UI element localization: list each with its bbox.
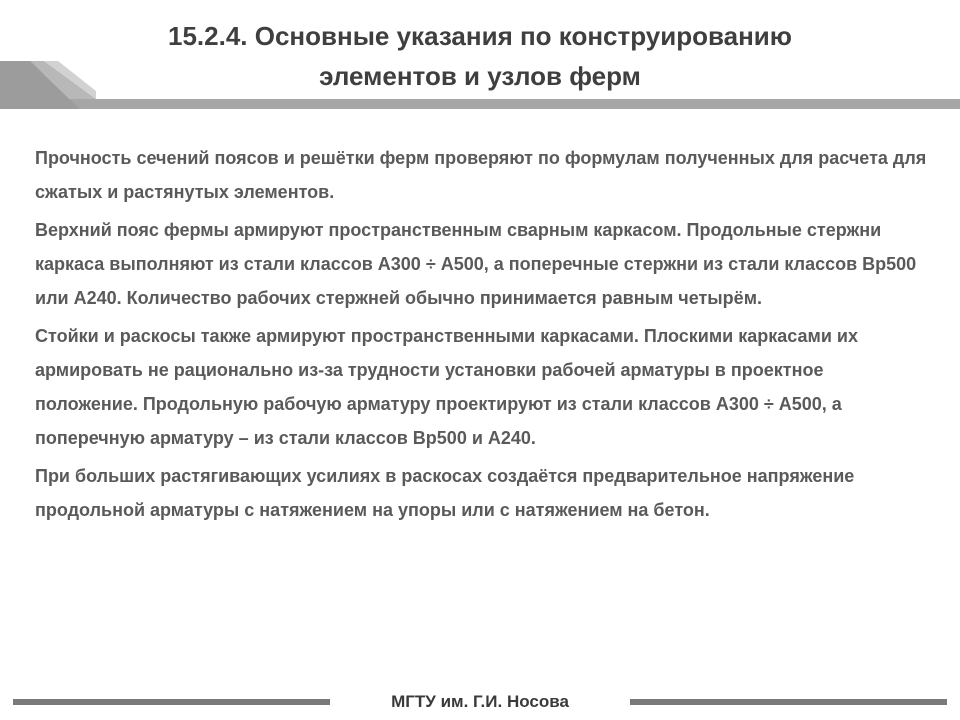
- footer-text: МГТУ им. Г.И. Носова: [391, 692, 569, 711]
- paragraph-1: Прочность сечений поясов и решётки ферм проверяют по формулам полученных для расчета для сжатых и растянутых элементов.: [35, 148, 927, 202]
- paragraph-2: Верхний пояс фермы армируют пространственным сварным каркасом. Продольные стержни каркаса выполняют из стали классов А300 ÷ А500, а поперечные стержни из стали классов Вр500 или А240. Количество рабочих стержней обычно принимается равным четырём.: [35, 220, 917, 308]
- title-line-2: элементов и узлов ферм: [319, 61, 641, 91]
- paragraph-4: При больших растягивающих усилиях в раскосах создаётся предварительное напряжение продольной арматуры с натяжением на упоры или с натяжением на бетон.: [35, 466, 855, 520]
- page-title: [0, 16, 960, 96]
- footer-bar-right: [630, 699, 947, 705]
- title-line-1: 15.2.4. Основные указания по конструированию: [168, 21, 792, 51]
- paragraph-3: Стойки и раскосы также армируют пространственными каркасами. Плоскими каркасами их армировать не рационально из-за трудности установки рабочей арматуры в проектное положение. Продольную рабочую арматуру проектируют из стали классов А300 ÷ А500, а поперечную арматуру – из стали классов Вр500 и А240.: [35, 326, 858, 448]
- content-body: [35, 141, 930, 531]
- footer-bar-left: [13, 699, 330, 705]
